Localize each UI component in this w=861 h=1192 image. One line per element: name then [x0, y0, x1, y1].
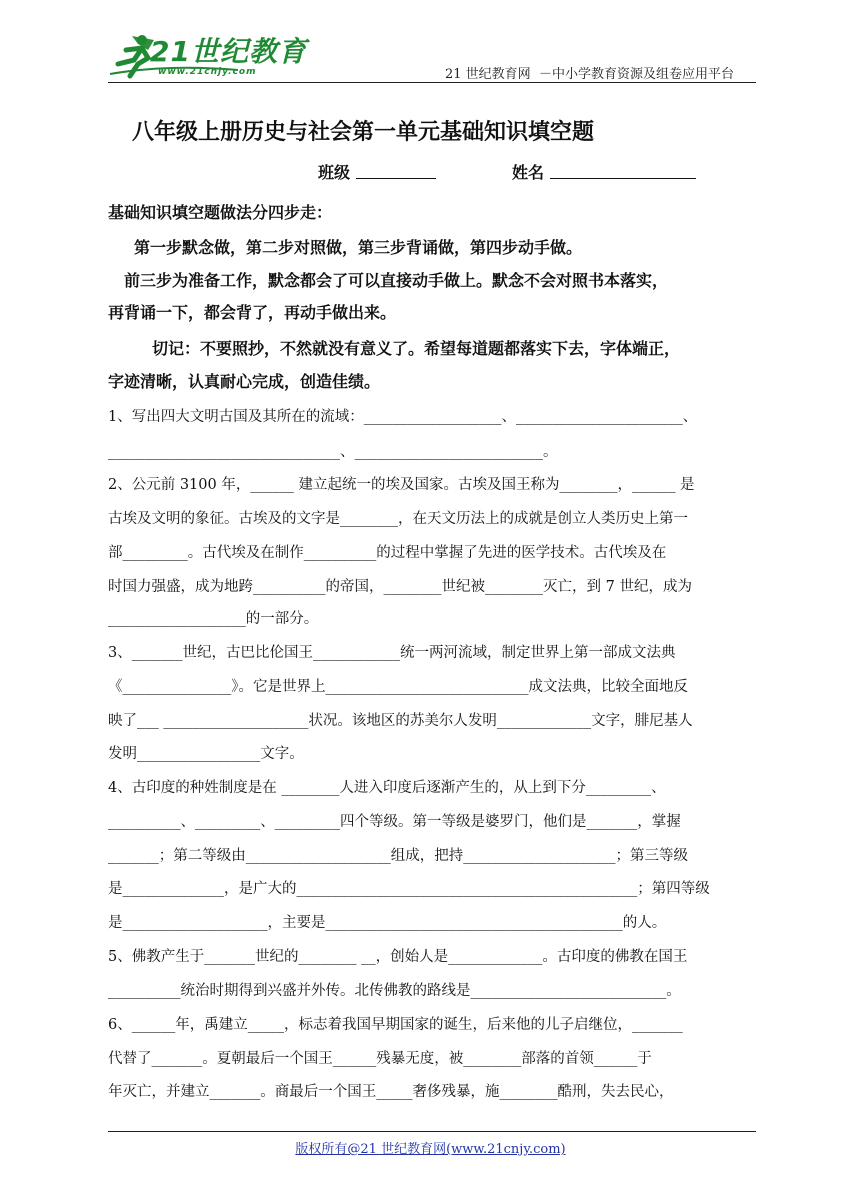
- question-line: 6、______年，禹建立_____，标志着我国早期国家的诞生，后来他的儿子启继位，_______: [108, 1017, 683, 1033]
- intro-line: 切记：不要照抄，不然就没有意义了。希望每道题都落实下去，字体端正，: [152, 339, 681, 358]
- question-line: 代替了_______。夏朝最后一个国王______残暴无度，被________部落的首领______于: [108, 1051, 652, 1067]
- question-line: 是____________________，主要是_________________________________________的人。: [108, 915, 667, 931]
- intro-line: 字迹清晰，认真耐心完成，创造佳绩。: [108, 372, 381, 391]
- intro-heading: 基础知识填空题做法分四步走：: [108, 203, 333, 222]
- question-line: 1、写出四大文明古国及其所在的流域：___________________、_______________________、: [108, 409, 698, 425]
- question-line: __________统治时期得到兴盛并外传。北传佛教的路线是___________________________。: [108, 983, 681, 999]
- question-line: 4、古印度的种姓制度是在 ________人进入印度后逐渐产生的，从上到下分_________、: [108, 780, 666, 796]
- class-label: 班级: [318, 163, 351, 182]
- footer-divider: [108, 1131, 756, 1132]
- footer-copyright-link[interactable]: 版权所有@21 世纪教育网(www.21cnjy.com): [295, 1142, 566, 1157]
- question-line: ___________________的一部分。: [108, 611, 319, 627]
- question-line: 《_______________》。它是世界上____________________________成文法典，比较全面地反: [108, 679, 688, 695]
- name-label: 姓名: [512, 163, 545, 182]
- logo-text: 21世纪教育: [150, 35, 307, 68]
- question-line: ________________________________、__________________________。: [108, 444, 558, 460]
- question-line: 是______________，是广大的_______________________________________________；第四等级: [108, 881, 710, 897]
- question-line: __________、_________、_________四个等级。第一等级是婆罗门，他们是_______，掌握: [108, 814, 681, 830]
- name-field[interactable]: [550, 160, 696, 179]
- page-title: 八年级上册历史与社会第一单元基础知识填空题: [132, 120, 595, 145]
- question-line: 部_________。古代埃及在制作__________的过程中掌握了先进的医学技术。古代埃及在: [108, 545, 667, 561]
- question-line: _______；第二等级由____________________组成，把持_____________________；第三等级: [108, 848, 688, 864]
- question-line: 映了___ ____________________状况。该地区的苏美尔人发明_____________文字，腓尼基人: [108, 713, 693, 729]
- question-line: 2、公元前 3100 年，______ 建立起统一的埃及国家。古埃及国王称为________，______ 是: [108, 477, 695, 493]
- intro-line: 第一步默念做，第二步对照做，第三步背诵做，第四步动手做。: [134, 238, 583, 257]
- question-line: 3、_______世纪，古巴比伦国王____________统一两河流域，制定世界上第一部成文法典: [108, 645, 676, 661]
- logo-url: www.21cnjy.com: [158, 67, 257, 77]
- question-line: 发明_________________文字。: [108, 746, 304, 762]
- class-field[interactable]: [356, 160, 436, 179]
- header-site-name: 21 世纪教育网 －中小学教育资源及组卷应用平台: [445, 67, 734, 82]
- question-line: 年灭亡，并建立_______。商最后一个国王_____奢侈残暴，施________酷刑，失去民心，: [108, 1084, 674, 1100]
- intro-line: 再背诵一下，都会背了，再动手做出来。: [108, 303, 397, 322]
- header-divider: [108, 82, 756, 83]
- intro-line: 前三步为准备工作，默念都会了可以直接动手做上。默念不会对照书本落实，: [124, 271, 669, 290]
- question-line: 5、佛教产生于_______世纪的________ __，创始人是_____________。古印度的佛教在国王: [108, 949, 688, 965]
- question-line: 古埃及文明的象征。古埃及的文字是________，在天文历法上的成就是创立人类历史上第一: [108, 511, 688, 527]
- question-line: 时国力强盛，成为地跨__________的帝国，________世纪被________灭亡，到 7 世纪，成为: [108, 579, 692, 595]
